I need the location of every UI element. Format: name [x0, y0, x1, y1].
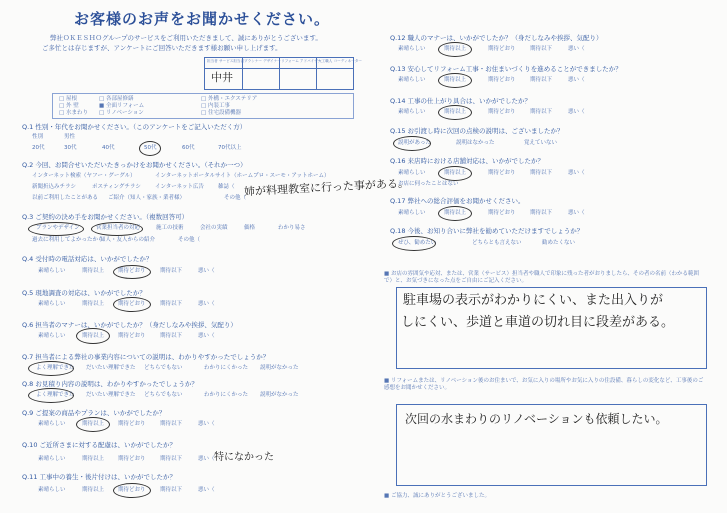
q2-opt-3: 新聞折込みチラシ: [32, 184, 77, 190]
q2-opt-4: ポスティングチラシ: [92, 184, 141, 190]
q1-opt-gender: 性別: [32, 134, 44, 140]
q2-opt-1: インターネット検索（ヤフー・グーグル）: [32, 173, 136, 179]
q4-opt-1: 素晴らしい: [38, 268, 66, 274]
comment2-line: 次回の水まわりのリノベーションも依頼したい。: [405, 412, 668, 426]
q12-opt-5: 悪い（: [568, 46, 585, 52]
q11-answer-circle: [113, 483, 151, 498]
staff-header-4: 大工職人 コーディネーター: [318, 59, 362, 63]
q13-answer-circle: [438, 73, 472, 88]
q10-opt-4: 期待以下: [160, 456, 183, 462]
q3-answer-circle-1: [28, 222, 84, 236]
q11-opt-1: 素晴らしい: [38, 487, 66, 493]
q17-label: Q.17 弊社への総合評価をお聞かせください。: [390, 197, 525, 205]
q17-opt-5: 悪い（: [568, 210, 585, 216]
q8-opt-5: 説明がなかった: [260, 392, 299, 398]
footer-thanks: ■ ご協力、誠にありがとうございました。: [384, 493, 490, 499]
intro-line-1: 弊社ＯＫＥＳＨＯグループのサービスをご利用いただきまして、誠にありがとうございます。: [50, 34, 322, 42]
q15-opt-3: 覚えていない: [524, 140, 558, 146]
q14-opt-3: 期待どおり: [488, 109, 516, 115]
q4-answer-circle: [113, 265, 151, 279]
q16-opt-3: 期待どおり: [488, 170, 516, 176]
q7-opt-3: どちらでもない: [144, 365, 183, 371]
q9-answer-circle: [76, 417, 110, 432]
q7-opt-4: わかりにくかった: [204, 365, 249, 371]
comment1-line-2: しにくい、歩道と車道の切れ目に段差がある。: [401, 315, 675, 330]
q3-opt-6: わかり易さ: [278, 225, 306, 231]
q11-opt-5: 悪い（: [198, 487, 215, 493]
q14-opt-2: 期待以上: [444, 109, 467, 115]
category-wall: □ 外 壁: [59, 103, 79, 109]
q1-opt-70: 70代以上: [218, 145, 242, 151]
q14-opt-1: 素晴らしい: [398, 109, 426, 115]
q7-opt-1: よく理解できた: [36, 365, 75, 371]
q5-opt-4: 期待以下: [160, 301, 183, 307]
q6-opt-3: 期待どおり: [118, 333, 146, 339]
q1-opt-60: 60代: [182, 145, 195, 151]
q2-opt-2: インターネットポータルサイト（ホームプロ・スーモ・アットホーム）: [155, 173, 330, 179]
category-renovation: □ リノベーション: [99, 110, 144, 116]
category-room: □ 各部屋修繕: [99, 96, 134, 102]
q14-opt-5: 悪い（: [568, 109, 585, 115]
q9-opt-1: 素晴らしい: [38, 421, 66, 427]
q8-answer-circle: [28, 388, 74, 403]
q16-answer-circle: [438, 166, 472, 181]
q18-opt-2: どちらとも言えない: [472, 240, 522, 246]
category-interior: □ 内装工事: [201, 103, 230, 109]
staff-header-2: プランナー デザイナー: [244, 59, 281, 63]
q2-opt-8: ご紹介（知人・家族・業者様）: [108, 195, 186, 201]
q16-opt-5: 悪い（: [568, 170, 585, 176]
q13-opt-2: 期待以上: [444, 77, 467, 83]
comment2-box: [396, 404, 707, 486]
comment1-line-1: 駐車場の表示がわかりにくい、また出入りが: [403, 293, 664, 308]
q9-opt-2: 期待以上: [82, 421, 105, 427]
q2-handwritten: 姉が料理教室に行った事がある。: [243, 176, 410, 199]
q12-opt-1: 素晴らしい: [398, 46, 426, 52]
q17-opt-4: 期待以下: [530, 210, 553, 216]
q15-label: Q.15 お引渡し時に次回の点検の説明は、ございましたか？: [390, 127, 564, 135]
q3-answer-circle-2: [91, 222, 143, 236]
q13-opt-3: 期待どおり: [488, 77, 516, 83]
q10-opt-1: 素晴らしい: [38, 456, 66, 462]
q5-opt-3: 期待どおり: [118, 301, 146, 307]
q10-handwritten: 特になかった: [214, 452, 274, 463]
q18-label: Q.18 今後、お知り合いに弊社を勧めていただけますでしょうか？: [390, 227, 584, 235]
q9-opt-4: 期待以下: [160, 421, 183, 427]
q12-opt-4: 期待以下: [530, 46, 553, 52]
q3-opt-4: 会社の実績: [200, 225, 228, 231]
q13-label: Q.13 安心してリフォーム工事・お住まいづくりを進めることができましたか？: [390, 65, 622, 73]
q4-opt-2: 期待以上: [82, 268, 105, 274]
category-exterior: □ 外構・エクステリア: [201, 96, 258, 102]
q17-answer-circle: [438, 206, 472, 221]
q8-opt-1: よく理解できた: [36, 392, 75, 398]
q9-opt-5: 悪い（: [198, 421, 215, 427]
q10-opt-2: 期待以上: [82, 456, 105, 462]
q2-opt-7: 以前ご利用したことがある: [32, 195, 99, 201]
q3-opt-7: 過去に利用してよかったから: [32, 237, 104, 243]
q17-opt-1: 素晴らしい: [398, 210, 426, 216]
q7-answer-circle: [28, 361, 74, 376]
q14-opt-4: 期待以下: [530, 109, 553, 115]
q15-opt-2: 説明はなかった: [456, 140, 495, 146]
q3-label: Q.3 ご契約の決め手をお聞かせください。（複数回答可）: [22, 213, 189, 221]
category-equipment: □ 住宅設備機器: [201, 110, 241, 116]
category-box: [52, 93, 354, 119]
comment2-prompt: ■ リフォームまたは、リノベーション後のお住まいで、お気に入りの場所やお気に入りの住設備、暮らしの変化など、工事後のご感想をお聞かせください。: [384, 378, 704, 392]
q6-label: Q.6 担当者のマナーは、いかがでしたか？（身だしなみや挨拶、気配り）: [22, 321, 237, 329]
q1-opt-20: 20代: [32, 145, 45, 151]
q16-opt-6: お店に伺ったことはない: [398, 181, 459, 187]
q5-opt-1: 素晴らしい: [38, 301, 66, 307]
category-water: □ 水まわり: [59, 110, 88, 116]
q2-opt-6: 雑誌（: [218, 184, 235, 190]
q3-opt-5: 価格: [244, 225, 256, 231]
q12-opt-2: 期待以上: [444, 46, 467, 52]
q3-opt-1: プランやデザイン: [36, 225, 80, 231]
q8-opt-2: だいたい理解できた: [86, 392, 136, 398]
q11-label: Q.11 工事中の養生・後片付けは、いかがでしたか？: [22, 473, 177, 481]
q4-opt-3: 期待どおり: [118, 268, 146, 274]
q18-opt-3: 勧めたくない: [542, 240, 576, 246]
q4-label: Q.4 受付時の電話対応は、いかがでしたか？: [22, 255, 153, 263]
q5-opt-5: 悪い（: [198, 301, 215, 307]
q5-answer-circle: [113, 297, 151, 312]
q17-opt-2: 期待以上: [444, 210, 467, 216]
q15-answer-circle: [393, 136, 431, 151]
q1-opt-male: 男性: [64, 134, 76, 140]
q12-opt-3: 期待どおり: [488, 46, 516, 52]
q3-opt-2: 営業担当者の対応: [96, 225, 141, 231]
q1-label: Q.1 性別・年代をお聞かせください。（このアンケートをご記入いただく方）: [22, 123, 247, 131]
q10-label: Q.10 ご近所さまに対する配慮は、いかがでしたか？: [22, 441, 177, 449]
q7-opt-5: 説明がなかった: [260, 365, 299, 371]
q1-opt-50: 50代: [144, 145, 157, 151]
q13-opt-4: 期待以下: [530, 77, 553, 83]
q4-opt-5: 悪い（: [198, 268, 215, 274]
q7-label: Q.7 担当者による弊社の事業内容についての説明は、わかりやすかったでしょうか？: [22, 353, 270, 361]
q9-label: Q.9 ご提案の商品やプランは、いかがでしたか？: [22, 409, 166, 417]
q14-answer-circle: [438, 105, 472, 120]
comment1-box: [396, 287, 707, 369]
q5-label: Q.5 現地調査の対応は、いかがでしたか？: [22, 289, 146, 297]
staff-table: [204, 57, 362, 90]
q15-opt-1: 説明があった: [398, 140, 431, 146]
q17-opt-3: 期待どおり: [488, 210, 516, 216]
q11-opt-2: 期待以上: [82, 487, 105, 493]
q14-label: Q.14 工事の仕上がり具合は、いかがでしたか？: [390, 97, 532, 105]
q10-opt-5: 悪い（: [198, 456, 215, 462]
q13-opt-5: 悪い（: [568, 77, 585, 83]
q5-opt-2: 期待以上: [82, 301, 105, 307]
q6-opt-2: 期待以上: [82, 333, 105, 339]
q3-opt-8: 知人・友人からの紹介: [100, 237, 156, 243]
q8-opt-4: わかりにくかった: [204, 392, 249, 398]
q16-label: Q.16 来店時における店舗対応は、いかがでしたか？: [390, 157, 545, 165]
staff-header-3: リフォーム アドバイザー: [281, 59, 322, 63]
q6-opt-1: 素晴らしい: [38, 333, 66, 339]
q11-opt-3: 期待どおり: [118, 487, 146, 493]
q12-answer-circle: [438, 42, 472, 57]
category-roof: □ 屋根: [59, 96, 77, 102]
q13-opt-1: 素晴らしい: [398, 77, 426, 83]
q16-opt-4: 期待以下: [530, 170, 553, 176]
staff-handwritten-name: 中井: [211, 71, 233, 84]
q3-opt-3: 施工の技術: [156, 225, 184, 231]
q1-opt-30: 30代: [64, 145, 77, 151]
q12-label: Q.12 職人のマナーは、いかがでしたか？（身だしなみや挨拶、気配り）: [390, 34, 603, 42]
q4-opt-4: 期待以下: [160, 268, 183, 274]
q2-label: Q.2 今回、お問合せいただいたきっかけをお聞かせください。（それか一つ）: [22, 161, 247, 169]
q2-opt-5: インターネット広告: [155, 184, 205, 190]
intro-line-2: ご多忙とは存じますが、アンケートにご回答いただきます様お願い申し上げます。: [42, 44, 282, 52]
q1-answer-circle: [139, 141, 161, 156]
staff-header-1: 担当者 サービス担当者: [207, 59, 245, 63]
q8-opt-3: どちらでもない: [144, 392, 183, 398]
q10-opt-3: 期待どおり: [118, 456, 146, 462]
category-full: ■ 全面リフォーム: [99, 103, 145, 109]
q16-opt-1: 素晴らしい: [398, 170, 426, 176]
q6-opt-5: 悪い（: [198, 333, 215, 339]
q1-opt-40: 40代: [102, 145, 115, 151]
q11-opt-4: 期待以下: [160, 487, 183, 493]
q16-opt-2: 期待以上: [444, 170, 467, 176]
q6-answer-circle: [76, 328, 110, 344]
comment1-prompt: ■ お店の雰囲気や応対、または、営業（サービス）担当者や職人で印象に残った者がおりましたら、その者の名前（わかる範囲で）と、お気づきになった点をご自由にご記入ください。: [384, 271, 699, 285]
q6-opt-4: 期待以下: [160, 333, 183, 339]
q8-label: Q.8 お見積り内容の説明は、わかりやすかったでしょうか？: [22, 380, 198, 388]
q18-opt-1: ぜひ、勧めたい: [398, 240, 437, 246]
q7-opt-2: だいたい理解できた: [86, 365, 136, 371]
q3-opt-9: その他（: [178, 237, 201, 243]
page-title: お客様のお声をお聞かせください。: [74, 10, 331, 28]
q18-answer-circle: [392, 236, 436, 251]
q9-opt-3: 期待どおり: [118, 421, 146, 427]
q2-opt-9: その他（: [224, 195, 247, 201]
